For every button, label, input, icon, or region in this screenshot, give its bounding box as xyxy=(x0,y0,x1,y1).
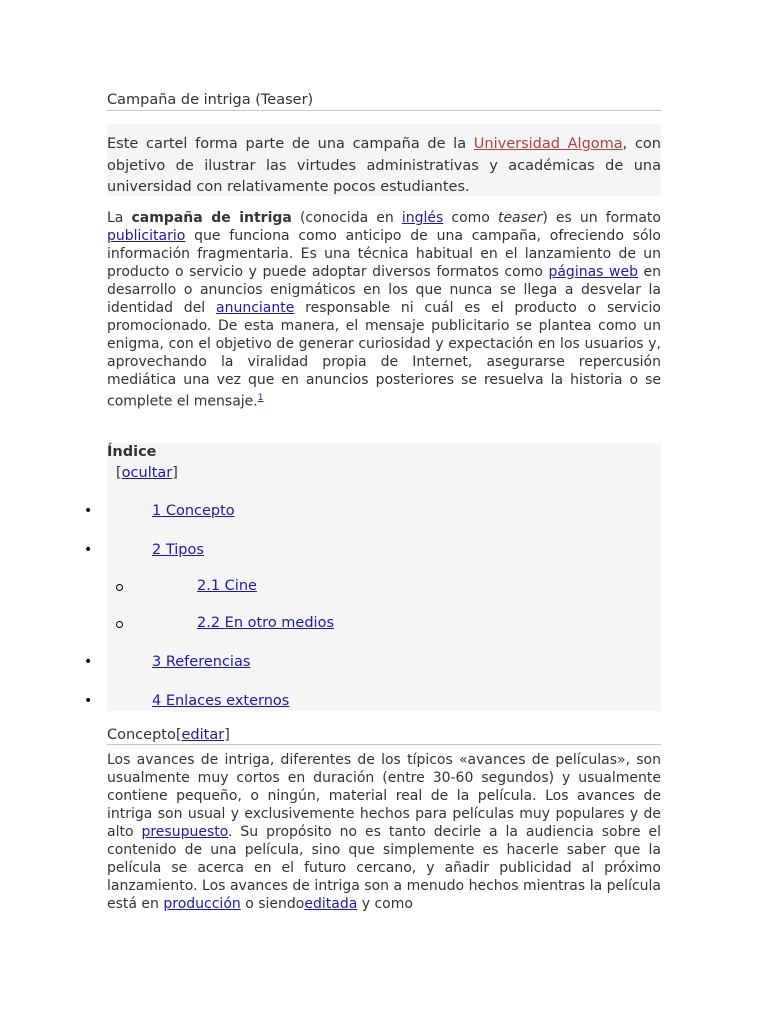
link-publicitario[interactable]: publicitario xyxy=(107,228,186,244)
link-anunciante[interactable]: anunciante xyxy=(216,300,295,316)
toc-hide-link[interactable]: ocultar xyxy=(121,465,173,481)
toc-toggle: [ocultar] xyxy=(116,465,178,481)
bullet-icon: • xyxy=(84,693,93,709)
link-editada[interactable]: editada xyxy=(304,896,358,912)
section-heading-concepto: Concepto[editar] xyxy=(107,726,661,745)
link-ingles[interactable]: inglés xyxy=(401,210,444,226)
image-caption: Este cartel forma parte de una campaña de la Universidad Algoma, con objetivo de ilustrar las virtudes administrativas y académicas de una universidad con relativamente pocos estudiantes. xyxy=(107,136,661,195)
link-produccion[interactable]: producción xyxy=(163,896,241,912)
toc-item-referencias[interactable]: 3 Referencias xyxy=(152,654,251,670)
reference-link[interactable]: 1 xyxy=(257,393,264,403)
toc-title: Índice xyxy=(107,444,157,460)
toc-item-otros-medios[interactable]: 2.2 En otro medios xyxy=(197,615,335,631)
toc-item-cine[interactable]: 2.1 Cine xyxy=(197,578,257,594)
intro-term: campaña de intriga xyxy=(131,210,292,226)
toc-item-tipos[interactable]: 2 Tipos xyxy=(152,542,204,558)
bullet-icon: • xyxy=(84,654,93,670)
circle-bullet-icon xyxy=(116,584,123,591)
link-presupuesto[interactable]: presupuesto xyxy=(141,824,229,840)
link-universidad-algoma[interactable]: Universidad Algoma xyxy=(473,136,623,152)
toc-item-concepto[interactable]: 1 Concepto xyxy=(152,503,235,519)
bullet-icon: • xyxy=(84,503,93,519)
edit-link[interactable]: editar xyxy=(181,727,225,743)
concepto-paragraph: Los avances de intriga, diferentes de los típicos «avances de películas», son usualmente muy cortos en duración (entre 30-60 segundos) y usualmente contiene pequeño, o ningún, material real de la película. Los avances de intriga son usual y exclusivemente hechos para películas muy populares y de alto presupuesto. Su propósito no es tanto decirle a la audiencia sobre el contenido de una película, sino que simplemente es hacerle saber que la película se acerca en el futuro cercano, y añadir publicidad al próximo lanzamiento. Los avances de intriga son a menudo hechos mientras la película está en producción o siendoeditada y como xyxy=(107,752,661,912)
link-paginas-web[interactable]: páginas web xyxy=(548,264,638,280)
toc-item-enlaces-externos[interactable]: 4 Enlaces externos xyxy=(152,693,290,709)
page-heading: Campaña de intriga (Teaser) xyxy=(107,90,661,111)
image-caption-box xyxy=(107,124,661,196)
bullet-icon: • xyxy=(84,542,93,558)
circle-bullet-icon xyxy=(116,621,123,628)
intro-paragraph: La campaña de intriga (conocida en inglés como teaser) es un formato publicitario que funciona como anticipo de una campaña, ofreciendo sólo información fragmentaria. Es una técnica habitual en el lanzamiento de un producto o servicio y puede adoptar diversos formatos como páginas web en desarrollo o anuncios enigmáticos en los que nunca se llega a desvelar la identidad del anunciante responsable ni cuál es el producto o servicio promocionado. De esta manera, el mensaje publicitario se plantea como un enigma, con el objetivo de generar curiosidad y expectación en los usuarios y, aprovechando la viralidad propia de Internet, asegurarse repercusión mediática una vez que en anuncios posteriores se resuelva la historia o se complete el mensaje.$^1$ xyxy=(107,210,662,410)
